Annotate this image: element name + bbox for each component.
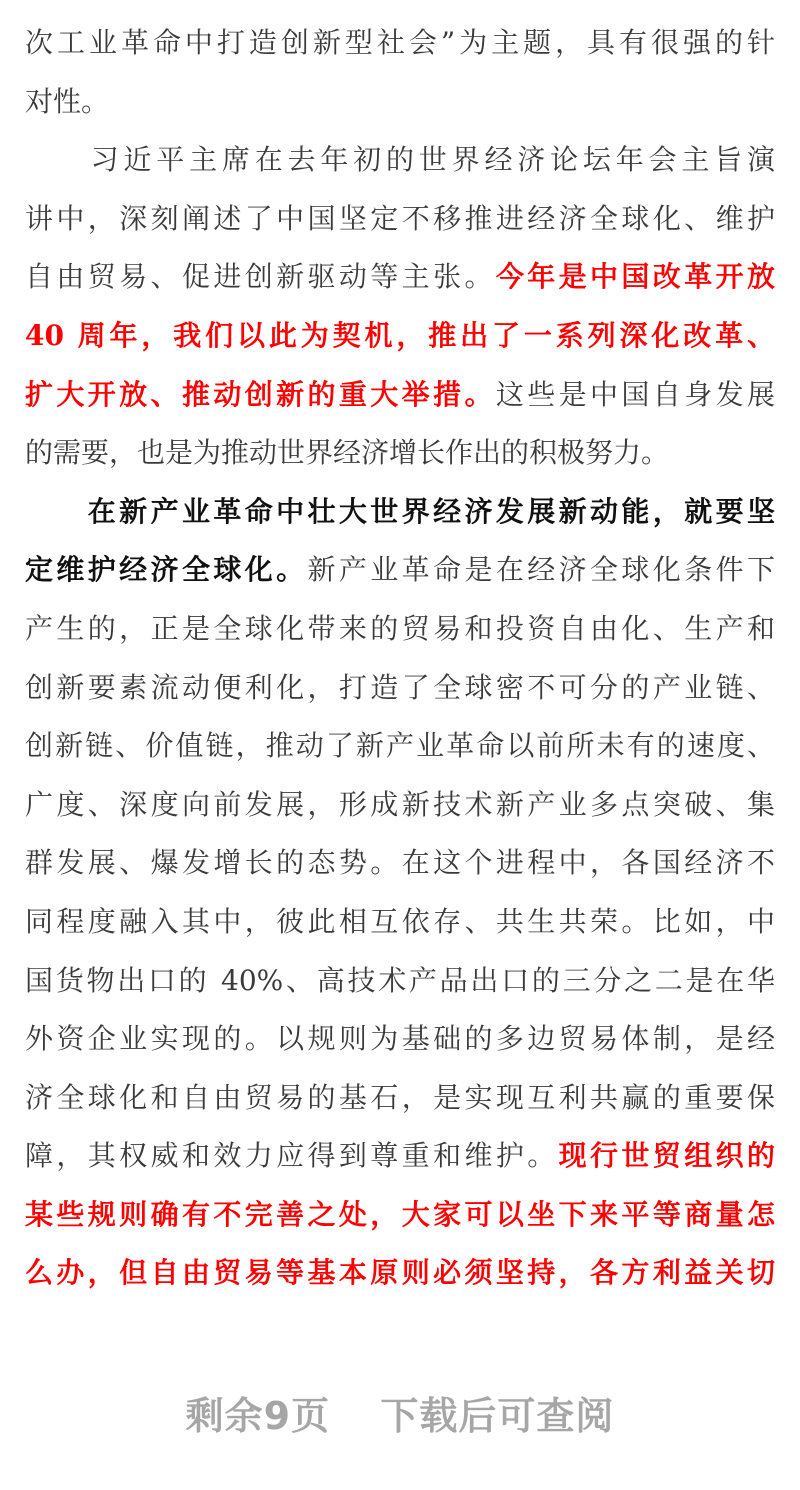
download-hint-text[interactable]: 下载后可查阅: [380, 1394, 615, 1438]
highlighted-text: 现行世贸组织的: [558, 1139, 775, 1173]
text-line: [25, 541, 775, 600]
bold-text: 定维护经济全球化。: [25, 553, 308, 587]
document-body: [25, 14, 775, 1303]
text-line: [25, 366, 775, 425]
text-line: [25, 1127, 775, 1186]
text-line: [25, 424, 775, 483]
body-text: 创新要素流动便利化，打造了全球密不可分的产业链、: [25, 670, 775, 704]
body-text: 这些是中国自身发展: [495, 377, 775, 411]
body-text: 济全球化和自由贸易的基石，是实现互利共赢的重要保: [25, 1080, 775, 1114]
text-line: [25, 776, 775, 835]
body-text: 创新链、价值链，推动了新产业革命以前所未有的速度、: [25, 729, 775, 763]
highlighted-text: 扩大开放、推动创新的重大举措。: [25, 377, 496, 411]
body-text: 次工业革命中打造创新型社会”为主题，具有很强的针: [25, 26, 775, 59]
text-line: [25, 73, 775, 132]
text-line: [25, 600, 775, 659]
body-text: 的需要，也是为推动世界经济增长作出的积极努力。: [25, 436, 670, 470]
body-text: 新产业革命是在经济全球化条件下: [307, 553, 775, 587]
highlighted-text: 40 周年，我们以此为契机，推出了一系列深化改革、: [25, 318, 775, 352]
body-text: 障，其权威和效力应得到尊重和维护。: [25, 1139, 559, 1173]
body-text: 群发展、爆发增长的态势。在这个进程中，各国经济不: [25, 846, 775, 880]
body-text: 对性。: [25, 84, 110, 118]
text-line: [25, 307, 775, 366]
text-line: [25, 1244, 775, 1303]
text-line: [25, 248, 775, 307]
body-text: 国货物出口的 40%、高技术产品出口的三分之二是在华: [25, 963, 775, 997]
bold-text: 在新产业革命中壮大世界经济发展新动能，就要坚: [25, 494, 775, 528]
text-line: [25, 14, 775, 73]
body-text: 自由贸易、促进创新驱动等主张。: [25, 260, 496, 294]
text-line: [25, 190, 775, 249]
highlighted-text: 某些规则确有不完善之处，大家可以坐下来平等商量怎: [25, 1197, 775, 1231]
body-text: 讲中，深刻阐述了中国坚定不移推进经济全球化、维护: [25, 201, 775, 235]
body-text: 同程度融入其中，彼此相互依存、共生共荣。比如，中: [25, 904, 775, 938]
text-line: [25, 483, 775, 542]
body-text: 产生的，正是全球化带来的贸易和投资自由化、生产和: [25, 611, 775, 645]
download-prompt[interactable]: [0, 1385, 800, 1440]
text-line: [25, 1186, 775, 1245]
text-line: [25, 952, 775, 1011]
remaining-pages-text[interactable]: 剩余9页: [185, 1394, 331, 1438]
text-line: [25, 659, 775, 718]
text-line: [25, 717, 775, 776]
body-text: 外资企业实现的。以规则为基础的多边贸易体制，是经: [25, 1022, 775, 1056]
text-line: [25, 1069, 775, 1128]
highlighted-text: 今年是中国改革开放: [495, 260, 775, 294]
text-line: [25, 893, 775, 952]
text-line: [25, 131, 775, 190]
highlighted-text: 么办，但自由贸易等基本原则必须坚持，各方利益关切: [25, 1256, 775, 1290]
text-line: [25, 1010, 775, 1069]
body-text: 习近平主席在去年初的世界经济论坛年会主旨演: [25, 143, 775, 177]
text-line: [25, 834, 775, 893]
body-text: 广度、深度向前发展，形成新技术新产业多点突破、集: [25, 787, 775, 821]
